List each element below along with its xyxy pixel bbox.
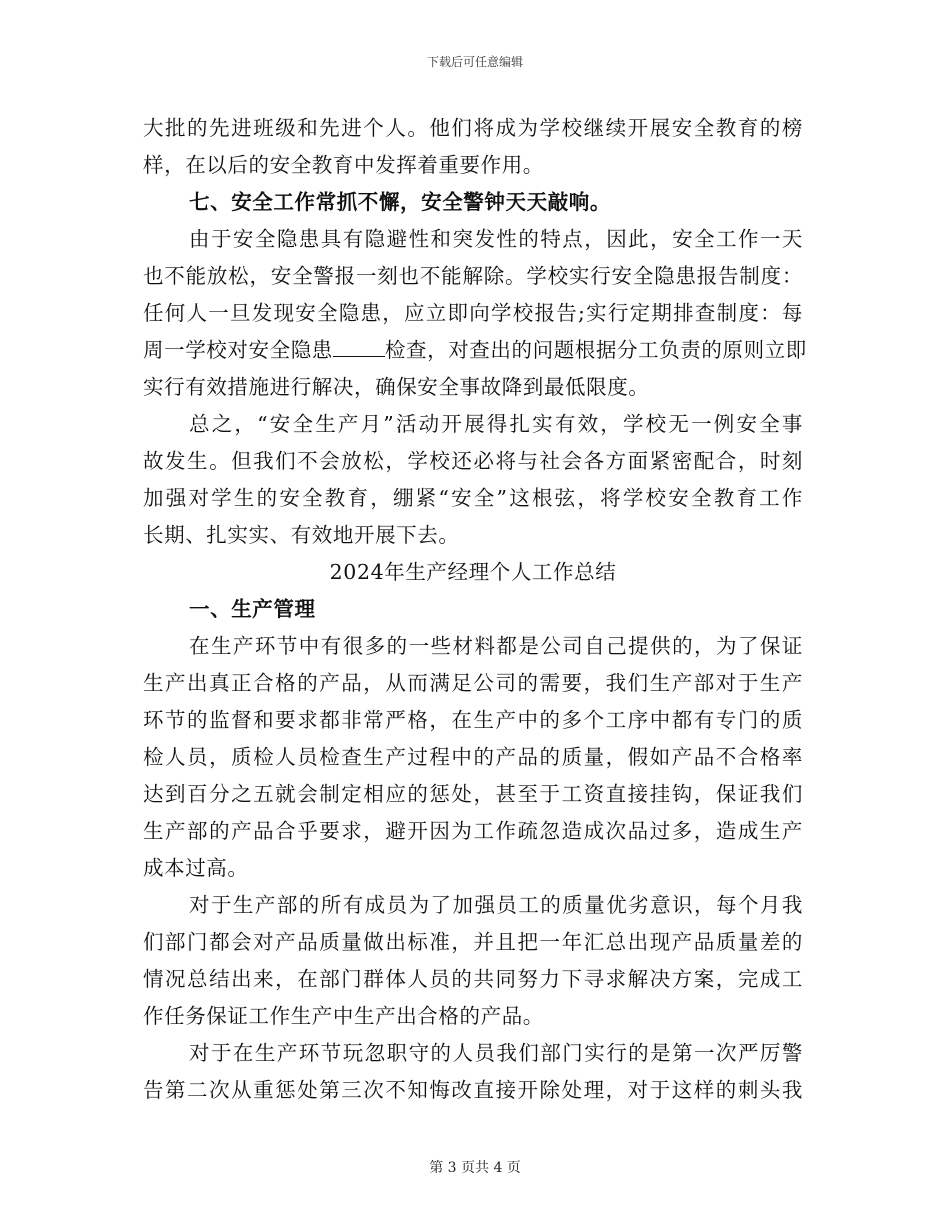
paragraph-line: 们部门都会对产品质量做出标准，并且把一年汇总出现产品质量差的 [143,930,803,954]
line-segment: 周一学校对安全隐患 [143,338,333,362]
paragraph-line: 达到百分之五就会制定相应的惩处，甚至于工资直接挂钩，保证我们 [143,782,803,806]
paragraph-line: 任何人一旦发现安全隐患，应立即向学校报告;实行定期排查制度：每 [143,301,803,325]
line-segment: 检查，对查出的问题根据分工负责的原则立即 [384,338,807,362]
paragraph-line: 检人员，质检人员检查生产过程中的产品的质量，假如产品不合格率 [143,745,803,769]
paragraph-line: 实行有效措施进行解决，确保安全事故降到最低限度。 [143,375,650,399]
paragraph-line: 成本过高。 [143,856,249,880]
paragraph-line: 情况总结出来，在部门群体人员的共同努力下寻求解决方案，完成工 [143,967,803,991]
paragraph-line: 告第二次从重惩处第三次不知悔改直接开除处理，对于这样的刺头我 [143,1078,803,1102]
paragraph-line: 故发生。但我们不会放松，学校还必将与社会各方面紧密配合，时刻 [143,449,803,473]
paragraph-line: 在生产环节中有很多的一些材料都是公司自己提供的，为了保证 [189,634,803,658]
paragraph-line: 样，在以后的安全教育中发挥着重要作用。 [143,153,544,177]
paragraph-line: 环节的监督和要求都非常严格，在生产中的多个工序中都有专门的质 [143,708,803,732]
paragraph-line: 作任务保证工作生产中生产出合格的产品。 [143,1004,544,1028]
paragraph-line: 也不能放松，安全警报一刻也不能解除。学校实行安全隐患报告制度： [143,264,803,288]
page-header: 下载后可任意编辑 [426,55,523,69]
fill-in-blank [333,334,385,357]
paragraph-line: 生产部的产品合乎要求，避开因为工作疏忽造成次品过多，造成生产 [143,819,803,843]
document-body [143,110,807,1109]
paragraph-line: 加强对学生的安全教育，绷紧“安全”这根弦，将学校安全教育工作 [143,486,803,510]
paragraph-line: 总之，“安全生产月”活动开展得扎实有效，学校无一例安全事 [189,412,803,436]
paragraph-line: 由于安全隐患具有隐避性和突发性的特点，因此，安全工作一天 [189,227,803,251]
document-title: 2024年生产经理个人工作总结 [329,560,617,584]
section-heading: 一、生产管理 [189,597,316,621]
paragraph-line: 长期、扎实实、有效地开展下去。 [143,523,460,547]
page-footer: 第 3 页共 4 页 [429,1160,521,1176]
paragraph-line: 生产出真正合格的产品，从而满足公司的需要，我们生产部对于生产 [143,671,803,695]
paragraph-line [143,332,807,369]
paragraph-line: 对于生产部的所有成员为了加强员工的质量优劣意识，每个月我 [189,893,803,917]
section-heading: 七、安全工作常抓不懈，安全警钟天天敲响。 [189,190,611,214]
paragraph-line: 对于在生产环节玩忽职守的人员我们部门实行的是第一次严厉警 [189,1041,803,1065]
paragraph-line: 大批的先进班级和先进个人。他们将成为学校继续开展安全教育的榜 [143,116,803,140]
